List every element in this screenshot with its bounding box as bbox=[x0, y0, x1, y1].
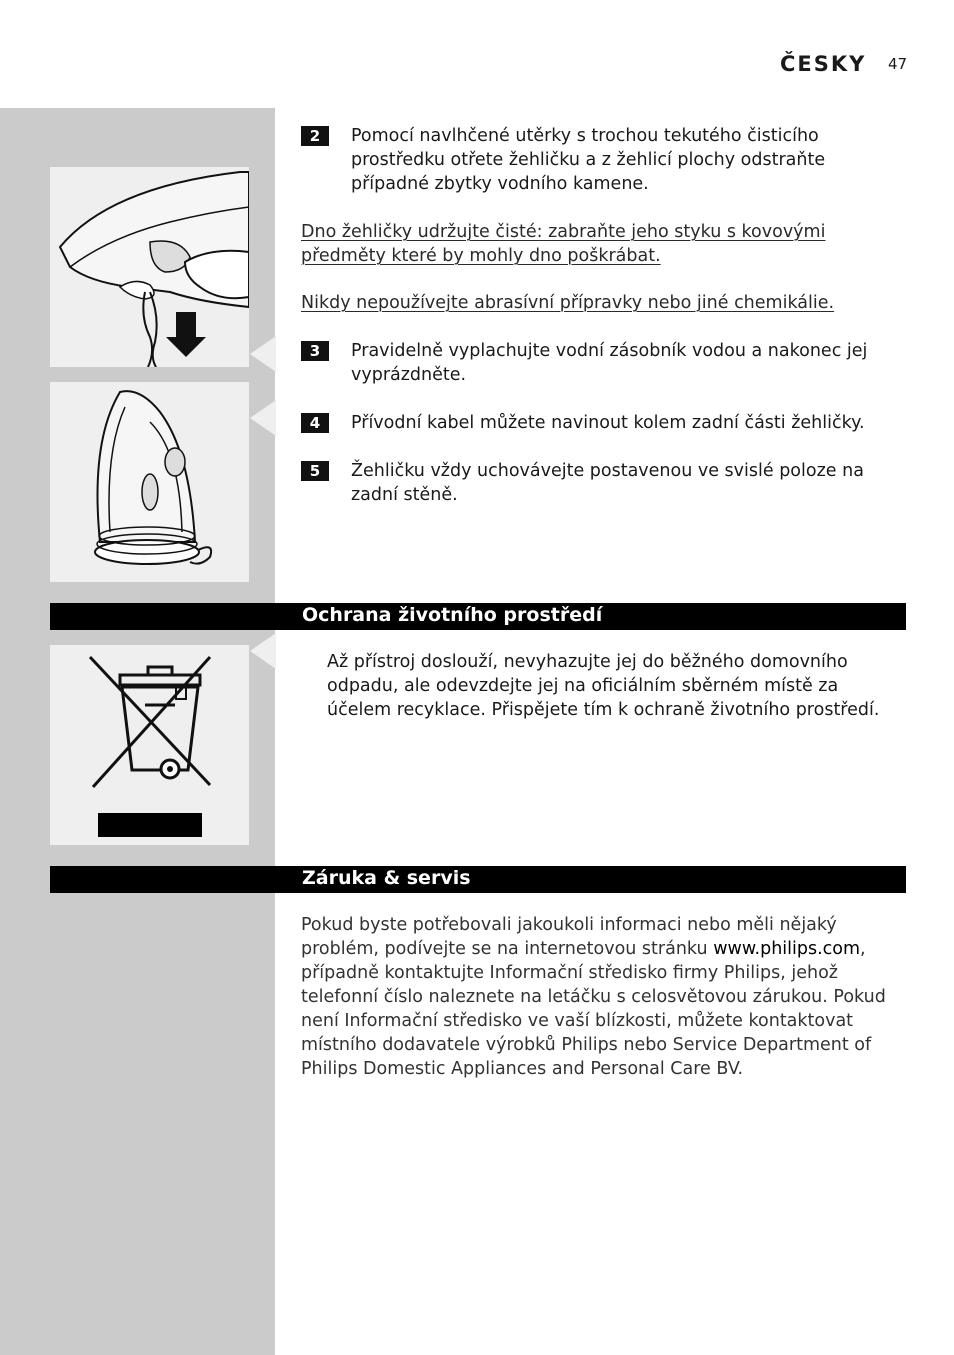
illustration-weee bbox=[50, 645, 249, 845]
section-title: Záruka & servis bbox=[302, 867, 471, 889]
note-keep-soleplate-clean: Dno žehličky udržujte čisté: zabraňte jeho styku s kovovými předměty které by mohly dno poškrábat. bbox=[301, 222, 826, 266]
step-number: 5 bbox=[301, 461, 329, 481]
section-title: Ochrana životního prostředí bbox=[302, 604, 603, 626]
section-heading-environment bbox=[50, 603, 906, 630]
step-text: Žehličku vždy uchovávejte postavenou ve svislé poloze na zadní stěně. bbox=[351, 461, 864, 505]
illustration-iron-wiping bbox=[50, 167, 249, 367]
iron-wiping-cloth-icon bbox=[50, 167, 249, 367]
warranty-text-part: , případně kontaktujte Informační středisko firmy Philips, jehož telefonní číslo naleznete na letáčku s celosvětovou zárukou. Pokud není Informační středisko ve vaší blízkosti, můžete kontaktovat místního dodavatele výrobků Philips nebo Service Department of Philips Domestic Appliances and Personal Care BV. bbox=[301, 939, 886, 1079]
environment-text: Až přístroj doslouží, nevyhazujte jej do běžného domovního odpadu, ale odevzdejte jej na oficiálním sběrném místě za účelem recyklace. Přispějete tím k ochraně životního prostředí. bbox=[327, 652, 880, 720]
page-number: 47 bbox=[888, 55, 908, 73]
step-number: 4 bbox=[301, 413, 329, 433]
section-heading-warranty bbox=[50, 866, 906, 893]
warranty-text-part: Pokud byste potřebovali jakoukoli informaci nebo měli nějaký problém, podívejte se na internetovou stránku bbox=[301, 915, 837, 959]
page-language-heading: ČESKY bbox=[780, 52, 867, 76]
step-text: Pravidelně vyplachujte vodní zásobník vodou a nakonec jej vyprázdněte. bbox=[351, 341, 868, 385]
step-number: 2 bbox=[301, 126, 329, 146]
warranty-text bbox=[301, 913, 906, 1081]
philips-website-link[interactable]: www.philips.com bbox=[713, 939, 861, 959]
illustration-pointer bbox=[250, 336, 276, 372]
crossed-wheelie-bin-icon bbox=[50, 645, 249, 845]
illustration-pointer bbox=[250, 400, 276, 436]
step-text: Pomocí navlhčené utěrky s trochou tekutého čisticího prostředku otřete žehličku a z žehlicí plochy odstraňte případné zbytky vodního kamene. bbox=[351, 126, 826, 194]
note-no-abrasives: Nikdy nepoužívejte abrasívní přípravky nebo jiné chemikálie. bbox=[301, 293, 835, 313]
step-text: Přívodní kabel můžete navinout kolem zadní části žehličky. bbox=[351, 413, 865, 433]
illustration-iron-upright bbox=[50, 382, 249, 582]
step-number: 3 bbox=[301, 341, 329, 361]
illustration-pointer bbox=[250, 633, 276, 669]
iron-upright-cord-wound-icon bbox=[50, 382, 249, 582]
